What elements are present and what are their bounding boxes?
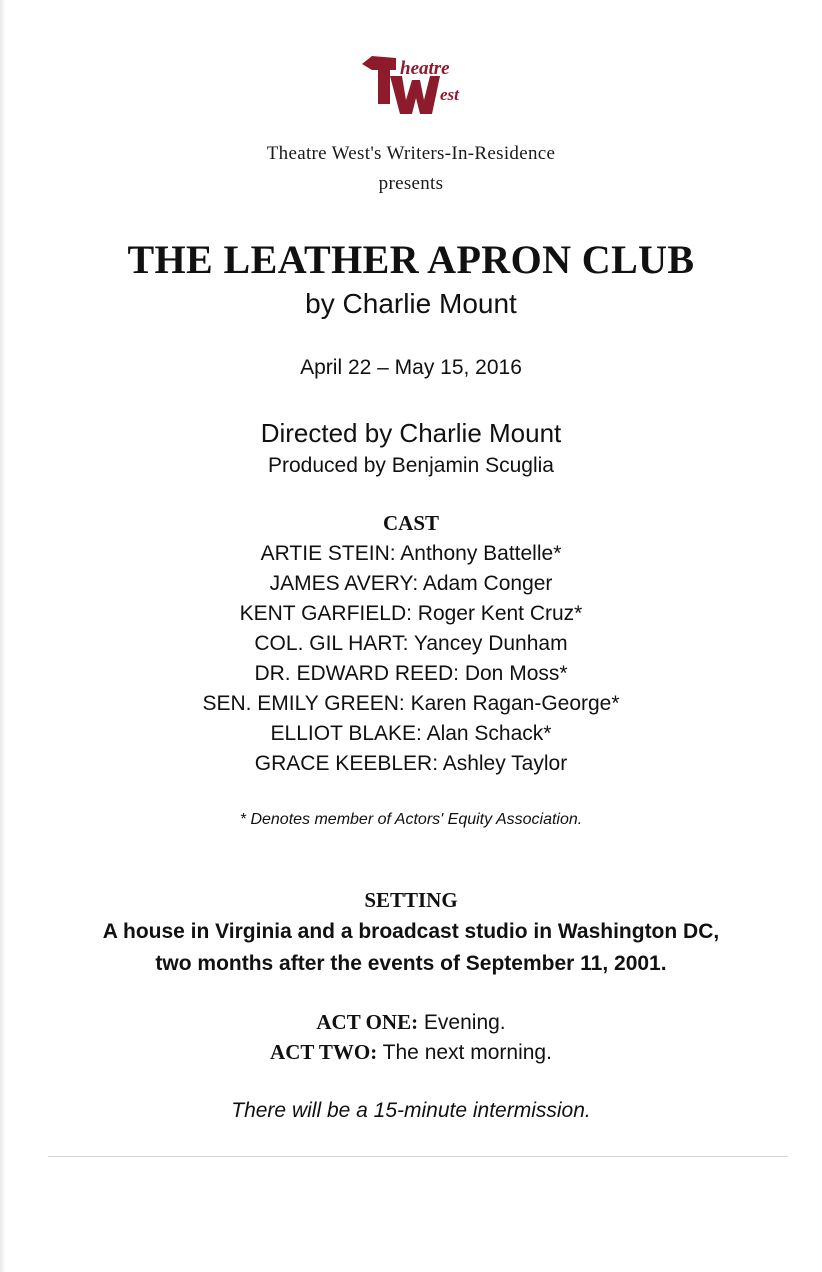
play-byline: by Charlie Mount xyxy=(305,288,517,319)
act-two-label: ACT TWO: xyxy=(270,1040,378,1064)
cast-member: GRACE KEEBLER: Ashley Taylor xyxy=(254,752,568,775)
page-divider xyxy=(48,1156,788,1157)
cast-member: KENT GARFIELD: Roger Kent Cruz* xyxy=(239,602,583,625)
intermission-note: There will be a 15-minute intermission. xyxy=(231,1099,591,1122)
act-one-label: ACT ONE: xyxy=(316,1010,419,1034)
cast-member: ARTIE STEIN: Anthony Battelle* xyxy=(260,542,562,565)
act-one-time: Evening. xyxy=(418,1011,506,1034)
setting-line-2: two months after the events of September 11, 2001. xyxy=(155,952,667,975)
setting-line-1: A house in Virginia and a broadcast studio in Washington DC, xyxy=(102,920,720,943)
equity-note: * Denotes member of Actors' Equity Association. xyxy=(239,811,583,828)
act-one xyxy=(0,1012,822,1033)
presents-line: presents xyxy=(378,173,444,194)
cast-member: SEN. EMILY GREEN: Karen Ragan-George* xyxy=(202,692,620,715)
cast-member: COL. GIL HART: Yancey Dunham xyxy=(254,632,568,655)
logo-word-bottom: est xyxy=(440,85,459,104)
cast-member: JAMES AVERY: Adam Conger xyxy=(269,572,553,595)
run-dates: April 22 – May 15, 2016 xyxy=(300,356,522,379)
producer-credit: Produced by Benjamin Scuglia xyxy=(267,454,554,477)
act-two xyxy=(0,1042,822,1063)
cast-member: ELLIOT BLAKE: Alan Schack* xyxy=(270,722,552,745)
setting-heading: SETTING xyxy=(364,888,458,912)
presenter-line: Theatre West's Writers-In-Residence xyxy=(266,143,556,164)
act-two-time: The next morning. xyxy=(377,1041,552,1064)
theatre-west-logo-icon xyxy=(360,52,470,122)
play-title: THE LEATHER APRON CLUB xyxy=(127,237,695,282)
cast-heading: CAST xyxy=(382,511,440,535)
cast-member: DR. EDWARD REED: Don Moss* xyxy=(254,662,568,685)
director-credit: Directed by Charlie Mount xyxy=(260,418,562,448)
logo-word-top: heatre xyxy=(400,58,450,79)
